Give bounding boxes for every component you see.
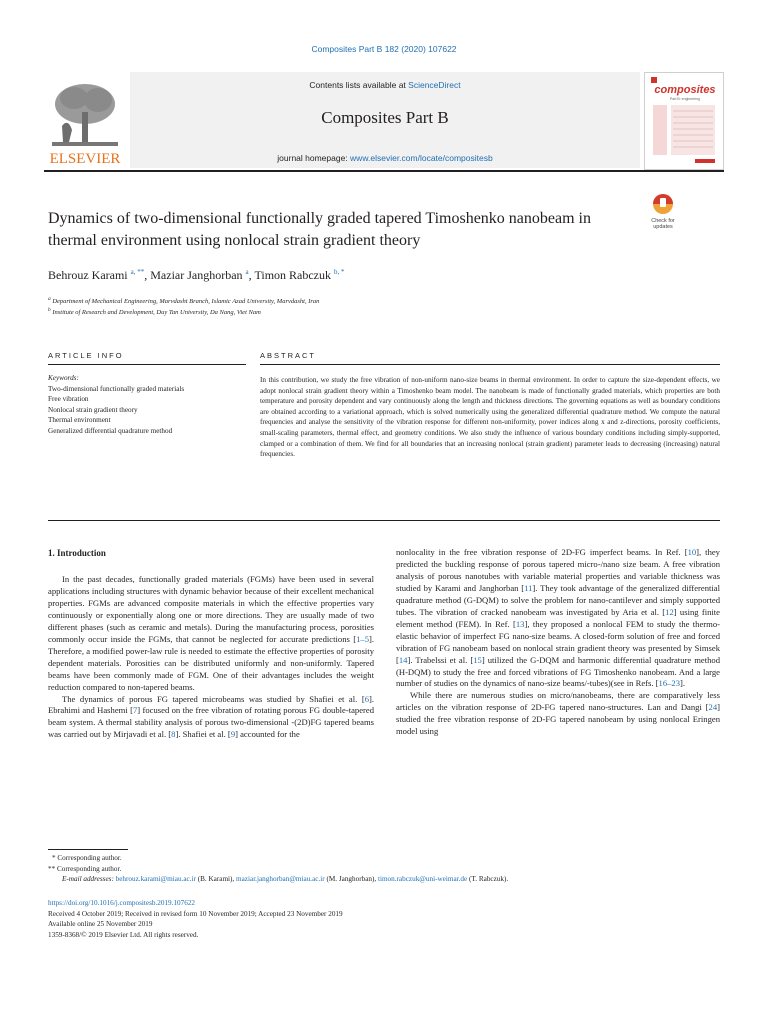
email-link[interactable]: behrouz.karami@miau.ac.ir [115,875,196,883]
citation-link[interactable]: 7 [132,705,138,716]
body-text: ] utilized the G-DQM and harmonic differential quadrature method (H-DQM) to study the free and forced vibrations of FG Timoshenko nanobeam. And a large number of studies on the dynamics of nano-size beams/-tubes)(see in Refs. [ [396,654,721,689]
body-text: ] accounted for the [235,729,300,740]
body-text: ] using finite element method (FEM). In Ref. [ [396,606,720,629]
body-text: nonlocality in the free vibration response of 2D-FG imperfect beams. In Ref. [ [396,547,688,557]
footnotes [48,853,728,885]
email-link[interactable]: maziar.janghorban@miau.ac.ir [236,875,325,883]
article-info-rule [48,364,246,365]
citation-link[interactable]: 14 [398,654,408,665]
citation-link[interactable]: 6 [364,693,369,704]
journal-homepage-link[interactable]: www.elsevier.com/locate/compositesb [350,153,493,163]
keywords-label: Keywords: [48,374,79,382]
contents-prefix: Contents lists available at [309,80,409,90]
check-updates-label-2: updates [653,224,673,230]
affiliation-marker: a [48,296,51,302]
journal-cover-thumbnail[interactable] [644,72,724,170]
author-name[interactable]: Timon Rabczuk [254,268,332,282]
abstract-bottom-rule [48,520,720,521]
body-text: In the past decades, functionally graded materials (FGMs) have been used in several applications including structures with dynamic behavior because of their excellent mechanical properties. FGMs are advanced composite materials in which the effective properties vary continuously or exponentially along one or more directions. They are usually made of two different phases (such as ceramic and metals). During the manufacturing process, porosities commonly occur inside the FGMs, that cannot be neglected for accurate predictions [ [48,574,374,644]
affiliation-line [48,296,319,305]
citation-link[interactable]: 8 [171,729,176,740]
body-paragraph [48,694,374,742]
affiliation-text: Institute of Research and Development, Duy Tan University, Da Nang, Viet Nam [52,309,261,317]
body-text: While there are numerous studies on micro/nanobeams, there are comparatively less articles on the vibration response of 2D-FG tapered nano-structures. Lan and Dangi [ [396,690,720,713]
abstract-heading: ABSTRACT [260,351,317,360]
author-affiliation-marker[interactable]: b, * [334,268,345,276]
author-list [48,268,345,283]
body-paragraph [396,547,720,690]
author-separator: , [144,268,151,282]
section-heading: 1. Introduction [48,548,106,558]
keyword-item: Generalized differential quadrature method [48,426,173,435]
sciencedirect-link[interactable]: ScienceDirect [408,80,461,90]
body-text: ]. Shafiei et al. [ [175,729,231,740]
body-text: The dynamics of porous FG tapered microbeams was studied by Shafiei et al. [ [62,693,365,704]
citation-link[interactable]: 12 [665,606,674,617]
cover-journal-title: composites [654,84,716,96]
abstract-rule [260,364,720,365]
author-name[interactable]: Maziar Janghorban [150,268,243,282]
body-text: ]. Trabelssi et al. [ [407,654,474,665]
citation-link[interactable]: 13 [515,618,525,629]
body-text: ]. Ebrahimi and Hashemi [ [48,693,374,716]
keyword-item: Two-dimensional functionally graded materials [48,384,185,393]
affiliation-text: Department of Mechanical Engineering, Marvdasht Branch, Islamic Azad University, Marvdasht, Iran [52,298,320,306]
check-updates-label-1: Check for [651,218,675,224]
keyword-item: Thermal environment [48,416,111,424]
body-text: ] studied the free vibration response of 2D-FG tapered nanobeam by using nonlocal Eringen model using [396,702,720,737]
elsevier-logo[interactable] [44,78,126,166]
journal-cover-image [645,73,723,169]
article-info-heading: ARTICLE INFO [48,351,124,360]
email-owner: (T. Rabczuk). [467,875,509,883]
abstract-text: In this contribution, we study the free vibration of non-uniform nano-size beams in thermal environment. In order to capture the size-dependent effects, we adopt nonlocal strain gradient theory within a Timoshenko beam model. The nanobeam is made of functionally graded materials, which properties are both temperature and porosity dependent and vary continuously along the length and thickness directions. The governing equations as well as boundary conditions are obtained according to a variational approach, which is solved numerically using the generalized differential quadrature method. We compute the natural frequencies and analyse the sensitivity of the vibration response for different non-uniformity, power indices along x and z-directions, porosity coefficients, small-scaling parameters, thermal effect, and geometry conditions. We also study the influence of various boundary conditions including simply-supported, clamped or a combination of them. We find for all boundaries that an increasing nonlocal (strain gradient) parameter leads to decreasing (increasing) natural frequencies. [260,376,720,459]
email-addresses [48,874,728,885]
check-updates-icon [645,192,681,232]
corresponding-author-note: ** Corresponding author. [48,864,122,873]
email-owner: (B. Karami), [195,875,237,883]
received-dates: Received 4 October 2019; Received in revised form 10 November 2019; Accepted 23 November 2019 [48,909,343,918]
contents-line [130,80,640,90]
copyright-line: 1359-8368/© 2019 Elsevier Ltd. All rights reserved. [48,930,199,939]
body-text: ], they predicted the buckling response of porous tapered micro-/nano size beam. A free vibration analysis of porous nanotubes with variable material properties and variable thickness was studied by Karami and Janghorban [ [396,547,720,593]
body-paragraph [48,574,374,694]
body-text: ]. [680,678,686,689]
corresponding-author-note: * Corresponding author. [52,854,122,862]
citation-link[interactable]: 10 [687,547,697,557]
elsevier-tree-icon [44,78,126,166]
footnote-rule [48,849,128,850]
body-left-column [48,574,374,741]
journal-title: Composites Part B [321,108,449,127]
citation-link[interactable]: 1–5 [356,633,369,644]
citation-link[interactable]: 9 [230,729,236,740]
body-paragraph [396,690,720,738]
citation-link[interactable]: 11 [524,582,533,593]
citation-link[interactable]: 24 [708,702,718,713]
article-title: Dynamics of two-dimensional functionally graded tapered Timoshenko nanobeam in thermal environment using nonlocal strain gradient theory [48,210,591,249]
homepage-prefix: journal homepage: [277,153,351,163]
email-link[interactable]: timon.rabczuk@uni-weimar.de [377,875,468,883]
author-separator: , [248,268,255,282]
affiliation-marker: b [48,307,51,313]
citation-link[interactable]: 16–23 [658,678,681,689]
doi-link[interactable]: https://doi.org/10.1016/j.compositesb.2019.107622 [48,899,196,907]
journal-masthead [44,72,724,168]
keywords-block [48,373,253,436]
author-affiliation-marker[interactable]: a [245,268,249,276]
affiliation-line [48,307,261,316]
body-text: ]. They took advantage of the generalized differential quadrature method (G-DQM) to solve the problem for nano-cantilever and simply supported tubes. The vibration of cracked nanobeam was investigated by Aria et al. [ [396,582,720,617]
online-date: Available online 25 November 2019 [48,920,153,928]
publication-info [48,898,728,940]
body-right-column [396,547,720,738]
author-affiliation-marker[interactable]: a, ** [130,268,145,276]
check-for-updates-button[interactable] [645,192,681,232]
author-name[interactable]: Behrouz Karami [48,268,128,282]
body-text: ]. Therefore, a modified power-law rule is needed to estimate the effective properties of porosity dependent materials. Porosities can be distributed uniformly and non-uniformly. Tapered beams have been commonly made of FGM. One of their advantages includes the weight reduction compared to non-tapered beams. [48,633,374,692]
homepage-line [130,153,640,163]
masthead-band [130,72,640,168]
citation-link[interactable]: 15 [473,654,482,665]
body-text: ], they proposed a nonlocal FEM to study the thermo-elastic behavior of imperfect FG nano-size beams. A closed-form solution of free and forced vibration of FG nanobeam based on nonlocal strain gradient theory was presented by Simsek [ [396,618,721,665]
journal-reference-link[interactable]: Composites Part B 182 (2020) 107622 [311,44,457,54]
keyword-item: Free vibration [48,395,89,403]
publisher-wordmark: ELSEVIER [49,151,121,166]
email-owner: (M. Janghorban), [324,875,378,883]
cover-part-label: Part B: engineering [670,97,700,101]
keyword-item: Nonlocal strain gradient theory [48,405,138,414]
email-label: E-mail addresses: [62,875,116,883]
masthead-rule [44,170,724,172]
body-text: ] focused on the free vibration of rotating porous FG double-tapered beam system. A thermal stability analysis of porous two-dimensional -(2D)FG tapered beams was carried out by Mirjavadi et al. [ [48,705,374,740]
